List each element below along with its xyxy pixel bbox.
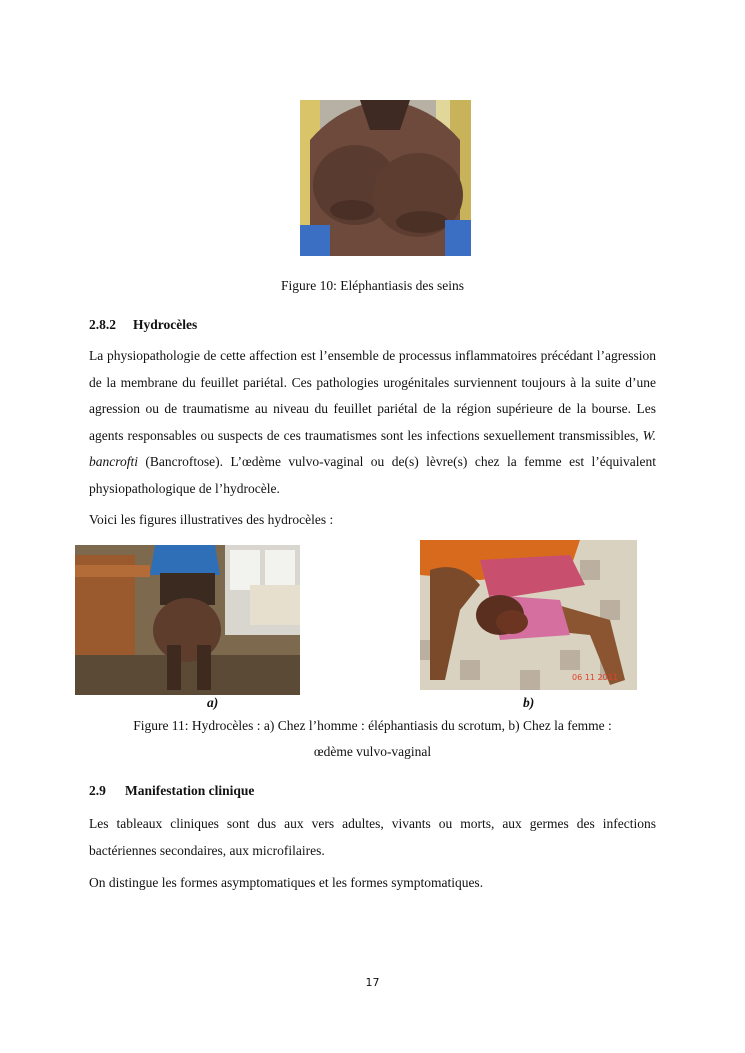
figure-11b-photo xyxy=(420,540,637,690)
figure-11b-illustration xyxy=(420,540,637,690)
figure-11-caption-line2: œdème vulvo-vaginal xyxy=(313,744,432,759)
figure-11-caption-line1: Figure 11: Hydrocèles : a) Chez l’homme : éléphantiasis du scrotum, b) Chez la femme : xyxy=(133,718,612,733)
section-number: 2.9 xyxy=(89,783,106,798)
figure-10-illustration xyxy=(300,100,471,256)
figure-11a-illustration xyxy=(75,545,300,695)
paragraph-text: La physiopathologie de cette affection est l’ensemble de processus inflammatoires précédant l’agression de la membrane du feuillet pariétal. Ces pathologies urogénitales surviennent toujours à la suite d’une agression ou de traumatisme au niveau du feuillet pariétal de la région supérieure de la bourse. Les agents responsables ou suspects de ces traumatismes sont les infections sexuellement transmissibles, xyxy=(89,348,656,443)
figure-11b-label: b) xyxy=(523,695,535,710)
photo-date-stamp: 06 11 2011 xyxy=(572,673,618,682)
section-heading-2-9 xyxy=(89,783,254,799)
figure-11a-photo xyxy=(75,545,300,695)
clinical-paragraph-2: On distingue les formes asymptomatiques et les formes symptomatiques. xyxy=(89,875,484,890)
section-title: Hydrocèles xyxy=(133,317,198,332)
page-number: 17 xyxy=(365,976,380,989)
species-name: W. bancrofti xyxy=(89,427,656,469)
paragraph-text: (Bancroftose). L’œdème vulvo-vaginal ou de(s) lèvre(s) chez la femme est l’équivalent physiopathologique de l’hydrocèle. xyxy=(89,454,656,496)
section-number: 2.8.2 xyxy=(89,317,116,332)
clinical-paragraph-1: Les tableaux cliniques sont dus aux vers adultes, vivants ou morts, aux germes des infections bactériennes secondaires, aux microfilaires. xyxy=(89,816,656,858)
section-title: Manifestation clinique xyxy=(125,783,255,798)
section-heading-2-8-2 xyxy=(89,317,197,333)
figure-11a-label: a) xyxy=(207,695,219,710)
figure-10-caption: Figure 10: Eléphantiasis des seins xyxy=(281,278,464,293)
hydroceles-paragraph xyxy=(89,343,656,502)
figure-10-photo xyxy=(300,100,471,256)
figures-intro: Voici les figures illustratives des hydrocèles : xyxy=(89,512,334,527)
